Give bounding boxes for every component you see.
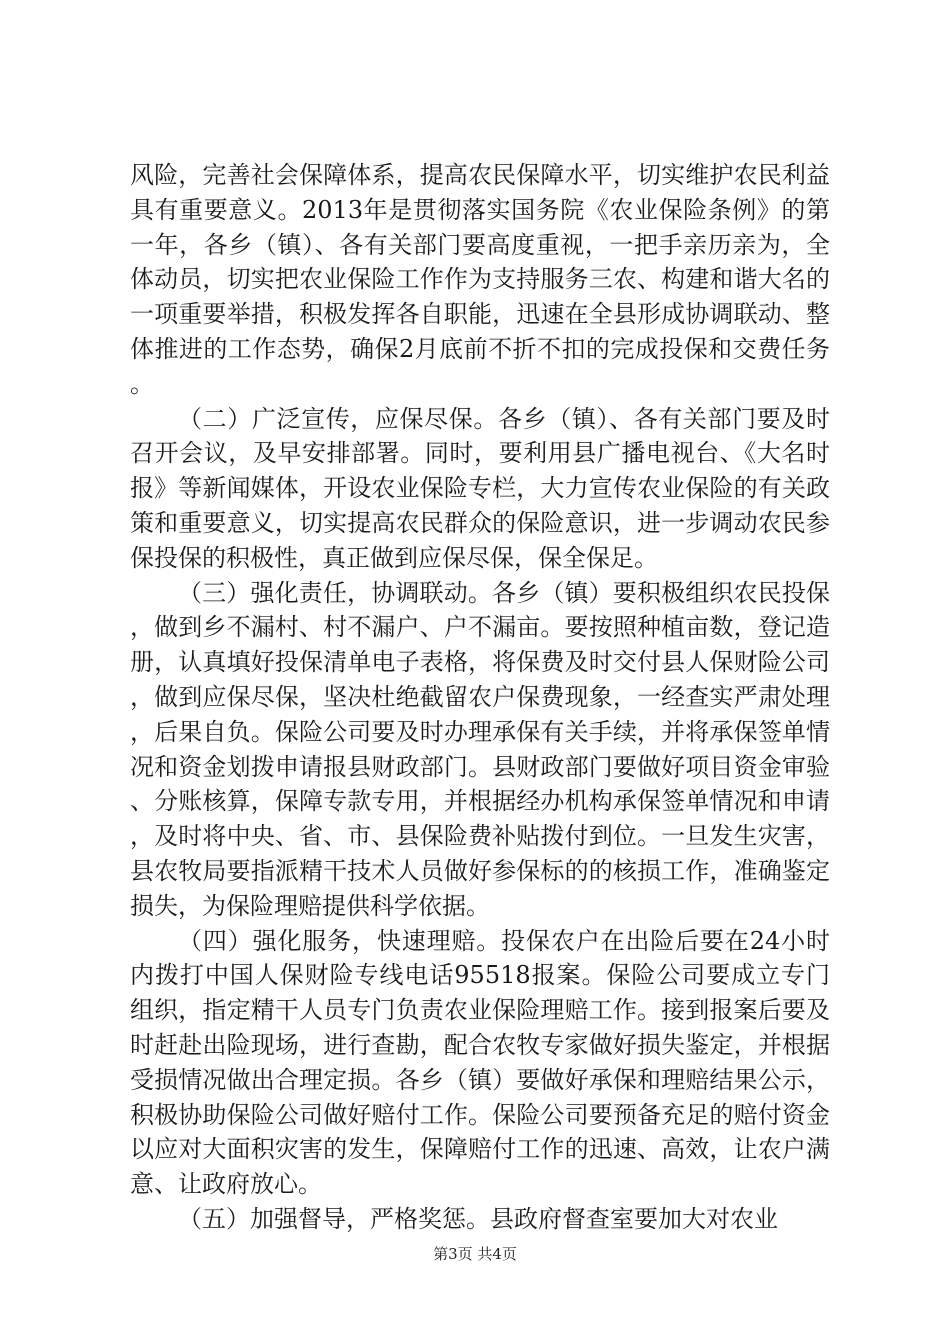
paragraph-section-2: （二）广泛宣传，应保尽保。各乡（镇）、各有关部门要及时召开会议，及早安排部署。同时，要利用县广播电视台、《大名时报》等新闻媒体，开设农业保险专栏，大力宣传农业保险的有关政策和重要意义，切实提高农民群众的保险意识，进一步调动农民参保投保的积极性，真正做到应保尽保，保全保足。: [130, 404, 830, 572]
paragraph-section-3: （三）强化责任，协调联动。各乡（镇）要积极组织农民投保，做到乡不漏村、村不漏户、户不漏亩。要按照种植亩数，登记造册，认真填好投保清单电子表格，将保费及时交付县人保财险公司，做到应保尽保，坚决杜绝截留农户保费现象，一经查实严肃处理，后果自负。保险公司要及时办理承保有关手续，并将承保签单情况和资金划拨申请报县财政部门。县财政部门要做好项目资金审验、分账核算，保障专款专用，并根据经办机构承保签单情况和申请，及时将中央、省、市、县保险费补贴拨付到位。一旦发生灾害，县农牧局要指派精干技术人员做好参保标的的核损工作，准确鉴定损失，为保险理赔提供科学依据。: [130, 578, 830, 920]
paragraph-section-4: （四）强化服务，快速理赔。投保农户在出险后要在24小时内拨打中国人保财险专线电话95518报案。保险公司要成立专门组织，指定精干人员专门负责农业保险理赔工作。接到报案后要及时赶赴出险现场，进行查勘，配合农牧专家做好损失鉴定，并根据受损情况做出合理定损。各乡（镇）要做好承保和理赔结果公示，积极协助保险公司做好赔付工作。保险公司要预备充足的赔付资金以应对大面积灾害的发生，保障赔付工作的迅速、高效，让农户满意、让政府放心。: [130, 926, 830, 1199]
paragraph-section-5: （五）加强督导，严格奖惩。县政府督查室要加大对农业: [178, 1204, 778, 1233]
page-footer: 第3页 共4页: [433, 1245, 517, 1263]
paragraph-continuation: 风险，完善社会保障体系，提高农民保障水平，切实维护农民利益具有重要意义。2013年是贯彻落实国务院《农业保险条例》的第一年，各乡（镇）、各有关部门要高度重视，一把手亲历亲为，全体动员，切实把农业保险工作作为支持服务三农、构建和谐大名的一项重要举措，积极发挥各自职能，迅速在全县形成协调联动、整体推进的工作态势，确保2月底前不折不扣的完成投保和交费任务。: [130, 161, 830, 398]
document-body: [130, 158, 830, 1237]
